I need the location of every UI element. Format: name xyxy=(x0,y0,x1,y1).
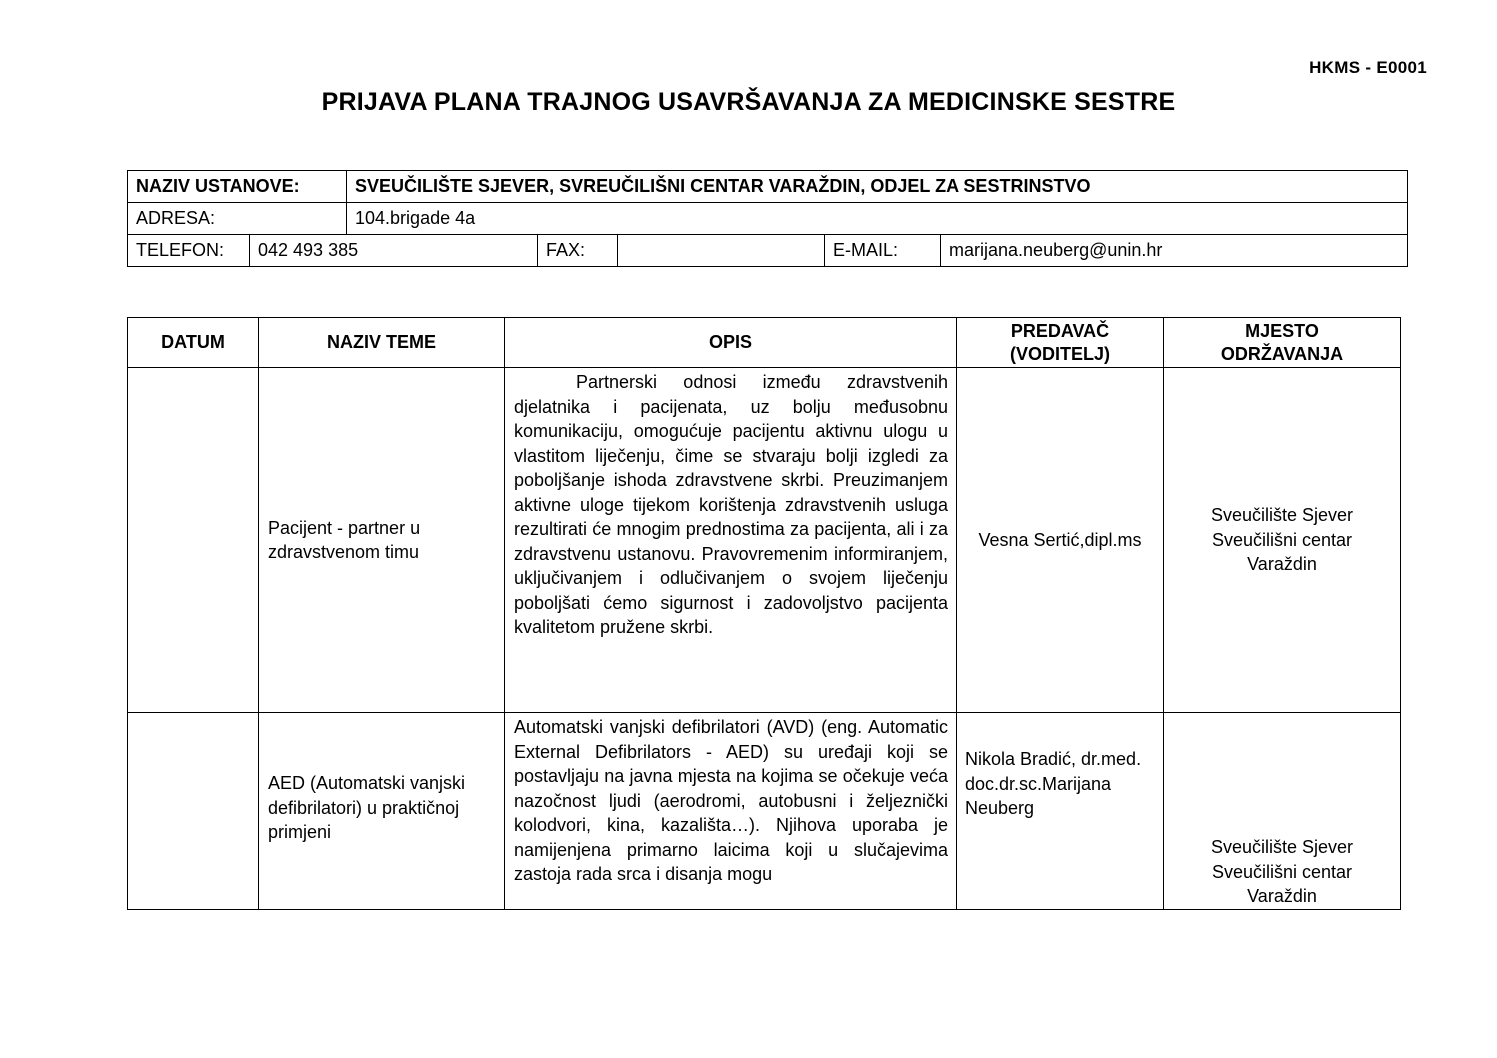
email-label: E-MAIL: xyxy=(825,235,941,267)
row2-description: Automatski vanjski defibrilatori (AVD) (eng. Automatic External Defibrilators - AED) su uređaji koji se postavljaju na javna mjesta na kojima se očekuje veća nazočnost ljudi (aerodromi, autobusni i željeznički kolodvori, kina, kazališta…). Njihova uporaba je namijenjena primarno laicima koji u slučajevima zastoja rada srca i disanja mogu xyxy=(505,713,957,910)
row1-location-line1: Sveučilište Sjever xyxy=(1210,505,1354,526)
header-mjesto xyxy=(1164,318,1401,368)
header-naziv-teme: NAZIV TEME xyxy=(259,318,505,368)
header-datum: DATUM xyxy=(128,318,259,368)
row1-location xyxy=(1164,368,1401,713)
header-predavac-line2: (VODITELJ) xyxy=(1009,343,1110,364)
header-opis: OPIS xyxy=(505,318,957,368)
row1-topic: Pacijent - partner u zdravstvenom timu xyxy=(259,368,505,713)
table-row xyxy=(128,368,1401,713)
table-row xyxy=(128,713,1401,910)
row2-lecturer-line1: Nikola Bradić, dr.med. xyxy=(965,749,1142,769)
institution-name-label: NAZIV USTANOVE: xyxy=(128,171,347,203)
address-label: ADRESA: xyxy=(128,203,347,235)
plan-table xyxy=(127,317,1401,910)
row2-topic: AED (Automatski vanjski defibrilatori) u praktičnoj primjeni xyxy=(259,713,505,910)
contact-row xyxy=(128,235,1408,267)
row2-location-line3: Varaždin xyxy=(1247,886,1317,906)
row1-location-line3: Varaždin xyxy=(1247,554,1317,575)
page-title: PRIJAVA PLANA TRAJNOG USAVRŠAVANJA ZA MEDICINSKE SESTRE xyxy=(321,88,1176,116)
row2-location xyxy=(1164,713,1401,910)
phone-value: 042 493 385 xyxy=(250,235,538,267)
plan-header-row xyxy=(128,318,1401,368)
row1-datum xyxy=(128,368,259,713)
header-mjesto-line1: MJESTO xyxy=(1245,320,1319,341)
row2-location-line1: Sveučilište Sjever xyxy=(1210,837,1354,857)
institution-name-value: SVEUČILIŠTE SJEVER, SVREUČILIŠNI CENTAR VARAŽDIN, ODJEL ZA SESTRINSTVO xyxy=(347,171,1408,203)
address-row xyxy=(128,203,1408,235)
header-mjesto-line2: ODRŽAVANJA xyxy=(1220,343,1344,364)
row1-location-line2: Sveučilišni centar xyxy=(1211,529,1353,550)
address-value: 104.brigade 4a xyxy=(347,203,1408,235)
row1-lecturer: Vesna Sertić,dipl.ms xyxy=(957,368,1164,713)
header-predavac xyxy=(957,318,1164,368)
email-value: marijana.neuberg@unin.hr xyxy=(941,235,1408,267)
header-predavac-line1: PREDAVAČ xyxy=(1010,320,1110,341)
fax-value xyxy=(618,235,825,267)
form-code: HKMS - E0001 xyxy=(1309,58,1427,77)
row1-description: Partnerski odnosi između zdravstvenih djelatnika i pacijenata, uz bolju međusobnu komunikaciju, omogućuje pacijentu aktivnu ulogu u vlastitom liječenju, čime se stvaraju bolji izgledi za poboljšanje ishoda zdravstvene skrbi. Preuzimanjem aktivne uloge tijekom korištenja zdravstvenih usluga rezultirati će mnogim prednostima za pacijenta, ali i za zdravstvenu ustanovu. Pravovremenim informiranjem, uključivanjem i odlučivanjem o svojem liječenju poboljšati ćemo sigurnost i zadovoljstvo pacijenta kvalitetom pružene skrbi. xyxy=(505,368,957,713)
row2-datum xyxy=(128,713,259,910)
phone-label: TELEFON: xyxy=(128,235,250,267)
row2-lecturer-line2: doc.dr.sc.Marijana Neuberg xyxy=(965,773,1112,818)
row2-location-line2: Sveučilišni centar xyxy=(1211,861,1353,882)
fax-label: FAX: xyxy=(538,235,618,267)
institution-name-row xyxy=(128,171,1408,203)
row2-lecturer xyxy=(957,713,1164,910)
institution-table xyxy=(127,170,1408,267)
